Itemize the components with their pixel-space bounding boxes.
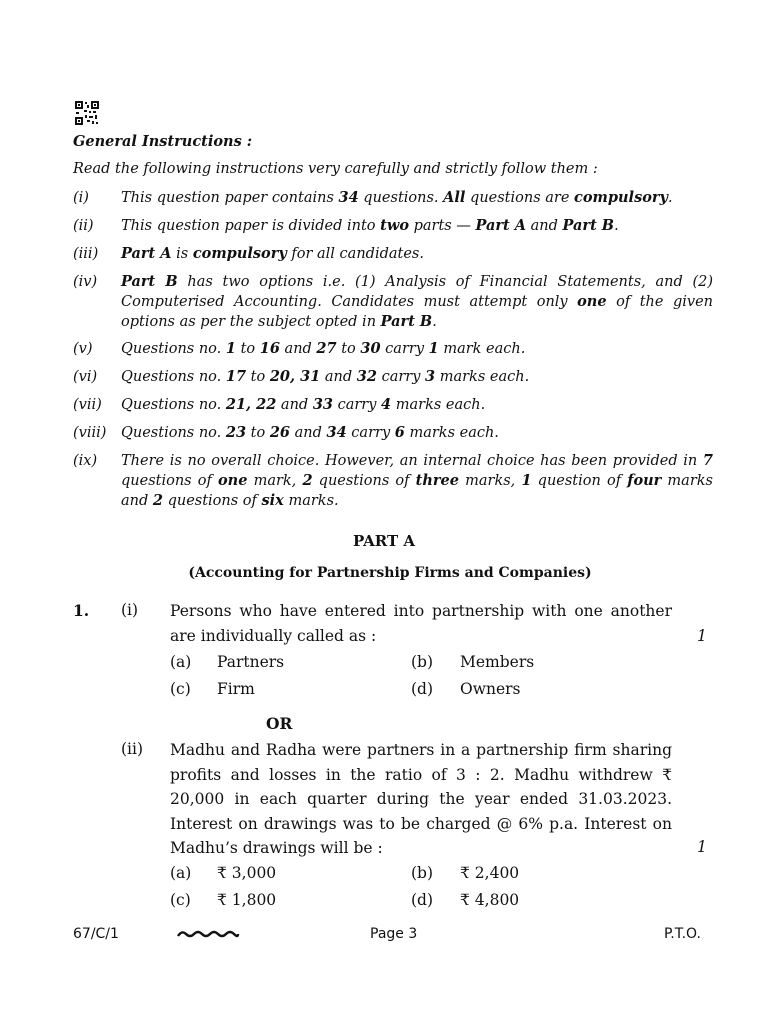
paper-code: 67/C/1 xyxy=(73,926,119,942)
instruction-item: (viii) Questions no. 23 to 26 and 34 carry 6 marks each. xyxy=(73,424,499,441)
instruction-item: (vi) Questions no. 17 to 20, 31 and 32 carry 3 marks each. xyxy=(73,368,530,385)
general-instructions-title: General Instructions : xyxy=(73,133,253,150)
sub-question-label: (ii) xyxy=(121,740,144,758)
option-text: Members xyxy=(460,653,535,671)
marks-value: 1 xyxy=(697,838,707,856)
marks-value: 1 xyxy=(697,627,707,645)
pto-label: P.T.O. xyxy=(664,926,701,942)
instruction-item: (vii) Questions no. 21, 22 and 33 carry 4 marks each. xyxy=(73,396,486,413)
page-number: Page 3 xyxy=(370,926,418,942)
option-text: ₹ 4,800 xyxy=(460,891,520,909)
option-key: (a) xyxy=(170,864,192,882)
instruction-number: (ix) xyxy=(73,453,98,469)
instruction-item: (ix) There is no overall choice. However, an internal choice has been provided in 7 questions of one mark, 2 questions of three marks, 1 question of four marks and 2 questions of six marks. xyxy=(73,452,713,509)
instruction-item: (iii) Part A is compulsory for all candidates. xyxy=(73,245,424,262)
instruction-number: (iii) xyxy=(73,246,99,262)
instruction-number: (iv) xyxy=(73,274,98,290)
instruction-item: (i) This question paper contains 34 questions. All questions are compulsory. xyxy=(73,189,673,206)
instruction-number: (i) xyxy=(73,190,89,206)
general-instructions-intro: Read the following instructions very carefully and strictly follow them : xyxy=(73,161,598,177)
question-text: Madhu and Radha were partners in a partnership firm sharing profits and losses in the ratio of 3 : 2. Madhu withdrew ₹ 20,000 in each quarter during the year ended 31.03.2023. Interest on drawings was to be charged @ 6% p.a. Interest on Madhu’s drawings will be : xyxy=(170,741,672,857)
sub-question-label: (i) xyxy=(121,601,139,619)
instruction-item: (iv) Part B has two options i.e. (1) Analysis of Financial Statements, and (2) Computerised Accounting. Candidates must attempt only one of the given options as per the subject opted in Part B. xyxy=(73,273,714,330)
wave-ornament-icon xyxy=(176,928,240,940)
option-text: ₹ 1,800 xyxy=(217,891,277,909)
instruction-number: (viii) xyxy=(73,425,107,441)
option-text: Owners xyxy=(460,680,521,698)
option-key: (a) xyxy=(170,653,192,671)
option-text: ₹ 3,000 xyxy=(217,864,277,882)
question-text: Persons who have entered into partnership with one another are individually called as : xyxy=(170,602,672,645)
qr-code-icon xyxy=(75,101,99,125)
option-text: Partners xyxy=(217,653,285,671)
instruction-number: (vi) xyxy=(73,369,98,385)
option-text: ₹ 2,400 xyxy=(460,864,520,882)
instruction-item: (v) Questions no. 1 to 16 and 27 to 30 carry 1 mark each. xyxy=(73,340,526,357)
option-key: (b) xyxy=(411,653,434,671)
instruction-number: (v) xyxy=(73,341,93,357)
option-key: (b) xyxy=(411,864,434,882)
option-key: (d) xyxy=(411,891,434,909)
question-number: 1. xyxy=(73,601,90,620)
part-subtitle: (Accounting for Partnership Firms and Companies) xyxy=(188,565,592,581)
instruction-item: (ii) This question paper is divided into two parts — Part A and Part B. xyxy=(73,217,619,234)
option-key: (c) xyxy=(170,680,191,698)
option-text: Firm xyxy=(217,680,255,698)
option-key: (c) xyxy=(170,891,191,909)
instruction-number: (vii) xyxy=(73,397,102,413)
or-label: OR xyxy=(266,714,293,733)
instruction-number: (ii) xyxy=(73,218,94,234)
part-title: PART A xyxy=(352,532,416,550)
option-key: (d) xyxy=(411,680,434,698)
